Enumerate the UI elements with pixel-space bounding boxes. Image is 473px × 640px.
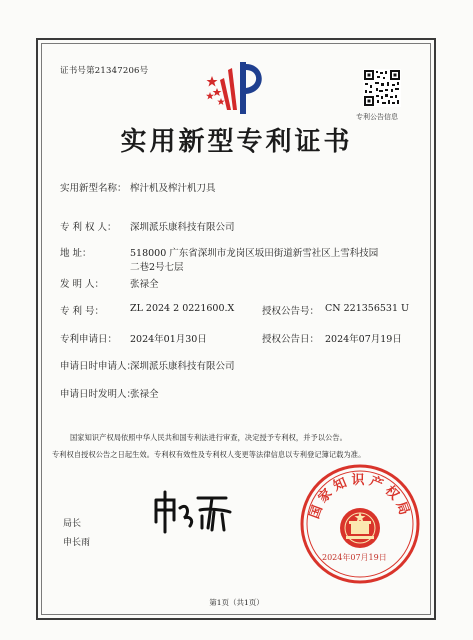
utility-model-name-value: 榨汁机及榨汁机刀具 — [130, 183, 216, 194]
footer-statement-line-1: 国家知识产权局依照中华人民共和国专利法进行审查，决定授予专利权，并予以公告。 — [70, 433, 347, 442]
director-name: 申长雨 — [63, 538, 91, 548]
official-seal-icon — [298, 462, 422, 586]
qr-caption: 专利公告信息 — [356, 113, 398, 121]
utility-model-name-label: 实用新型名称： — [60, 183, 127, 194]
certificate-title: 实用新型专利证书 — [120, 127, 353, 157]
certificate-number: 证书号第21347206号 — [60, 66, 149, 76]
inventor-at-filing-label: 申请日时发明人： — [60, 389, 137, 400]
inventor-at-filing-value: 张禄全 — [130, 389, 159, 400]
filing-date-value: 2024年01月30日 — [130, 334, 207, 345]
patentee-label: 专 利 权 人： — [60, 222, 117, 233]
patent-number-value: ZL 2024 2 0221600.X — [130, 303, 235, 314]
address-label: 地 址： — [60, 248, 92, 259]
seal-ring-text: 国家知识产权局 — [307, 473, 413, 521]
announcement-number-label: 授权公告号： — [262, 306, 320, 317]
announcement-number-value: CN 221356531 U — [325, 303, 410, 314]
director-signature-icon — [150, 488, 240, 536]
address-line-1: 518000 广东省深圳市龙岗区坂田街道新雪社区上雪科技园 — [130, 248, 379, 259]
filing-date-label: 专利申请日： — [60, 334, 118, 345]
inventor-value: 张禄全 — [130, 279, 159, 290]
applicant-at-filing-label: 申请日时申请人： — [60, 361, 137, 372]
cnipa-emblem-icon — [202, 58, 272, 116]
seal-date: 2024年07月19日 — [322, 553, 387, 562]
patent-number-label: 专 利 号： — [60, 306, 105, 317]
inventor-label: 发 明 人： — [60, 279, 105, 290]
patentee-value: 深圳派乐康科技有限公司 — [130, 222, 235, 233]
footer-statement-line-2: 专利权自授权公告之日起生效。专利权有效性及专利权人变更等法律信息以专利登记簿记载为准。 — [52, 450, 366, 459]
page-indicator: 第1页（共1页） — [209, 598, 264, 607]
announcement-date-label: 授权公告日： — [262, 334, 320, 345]
qr-code-icon[interactable] — [363, 69, 401, 107]
applicant-at-filing-value: 深圳派乐康科技有限公司 — [130, 361, 235, 372]
director-title: 局长 — [63, 519, 82, 529]
address-line-2: 二巷2号七层 — [130, 262, 184, 273]
announcement-date-value: 2024年07月19日 — [325, 334, 402, 345]
